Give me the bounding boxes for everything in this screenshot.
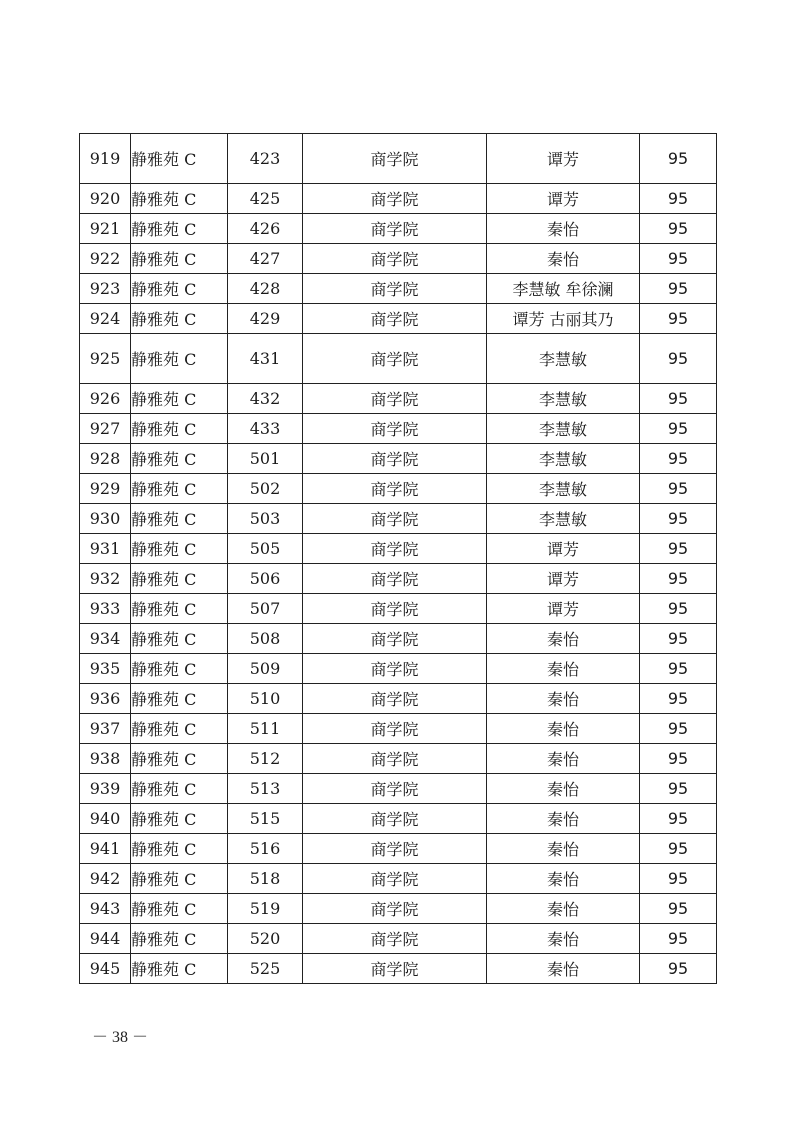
table-row (80, 534, 717, 564)
row-number-cell: 944 (80, 924, 131, 954)
room-number-cell: 503 (228, 504, 303, 534)
table-row (80, 444, 717, 474)
table-row (80, 714, 717, 744)
score-cell: 95 (640, 804, 717, 834)
building-cell: 静雅苑 C (131, 564, 228, 594)
teacher-cell: 秦怡 (487, 834, 640, 864)
building-cell: 静雅苑 C (131, 654, 228, 684)
room-number-cell: 519 (228, 894, 303, 924)
college-cell: 商学院 (303, 274, 487, 304)
room-number-cell: 511 (228, 714, 303, 744)
row-number-cell: 927 (80, 414, 131, 444)
room-number-cell: 513 (228, 774, 303, 804)
table-row (80, 954, 717, 984)
score-cell: 95 (640, 134, 717, 184)
teacher-cell: 秦怡 (487, 894, 640, 924)
building-cell: 静雅苑 C (131, 744, 228, 774)
building-cell: 静雅苑 C (131, 834, 228, 864)
college-cell: 商学院 (303, 134, 487, 184)
room-number-cell: 432 (228, 384, 303, 414)
room-number-cell: 433 (228, 414, 303, 444)
room-number-cell: 510 (228, 684, 303, 714)
room-number-cell: 428 (228, 274, 303, 304)
room-number-cell: 516 (228, 834, 303, 864)
college-cell: 商学院 (303, 184, 487, 214)
college-cell: 商学院 (303, 244, 487, 274)
score-cell: 95 (640, 334, 717, 384)
room-number-cell: 518 (228, 864, 303, 894)
teacher-cell: 秦怡 (487, 214, 640, 244)
score-cell: 95 (640, 274, 717, 304)
building-cell: 静雅苑 C (131, 304, 228, 334)
table-row (80, 894, 717, 924)
teacher-cell: 李慧敏 (487, 334, 640, 384)
building-cell: 静雅苑 C (131, 334, 228, 384)
table-body (80, 134, 717, 984)
room-number-cell: 426 (228, 214, 303, 244)
room-number-cell: 502 (228, 474, 303, 504)
building-cell: 静雅苑 C (131, 274, 228, 304)
row-number-cell: 920 (80, 184, 131, 214)
building-cell: 静雅苑 C (131, 594, 228, 624)
score-cell: 95 (640, 594, 717, 624)
table-row (80, 564, 717, 594)
score-cell: 95 (640, 184, 717, 214)
college-cell: 商学院 (303, 214, 487, 244)
building-cell: 静雅苑 C (131, 244, 228, 274)
page-number: － 38 － (92, 1029, 149, 1046)
row-number-cell: 930 (80, 504, 131, 534)
row-number-cell: 935 (80, 654, 131, 684)
building-cell: 静雅苑 C (131, 774, 228, 804)
teacher-cell: 秦怡 (487, 684, 640, 714)
room-number-cell: 525 (228, 954, 303, 984)
table-row (80, 504, 717, 534)
score-cell: 95 (640, 304, 717, 334)
room-number-cell: 425 (228, 184, 303, 214)
row-number-cell: 923 (80, 274, 131, 304)
college-cell: 商学院 (303, 504, 487, 534)
room-number-cell: 520 (228, 924, 303, 954)
score-cell: 95 (640, 924, 717, 954)
row-number-cell: 926 (80, 384, 131, 414)
room-number-cell: 501 (228, 444, 303, 474)
row-number-cell: 942 (80, 864, 131, 894)
score-cell: 95 (640, 474, 717, 504)
building-cell: 静雅苑 C (131, 804, 228, 834)
score-cell: 95 (640, 414, 717, 444)
teacher-cell: 秦怡 (487, 804, 640, 834)
building-cell: 静雅苑 C (131, 134, 228, 184)
college-cell: 商学院 (303, 444, 487, 474)
score-cell: 95 (640, 444, 717, 474)
room-number-cell: 431 (228, 334, 303, 384)
teacher-cell: 秦怡 (487, 654, 640, 684)
table-row (80, 304, 717, 334)
row-number-cell: 943 (80, 894, 131, 924)
table-row (80, 864, 717, 894)
college-cell: 商学院 (303, 744, 487, 774)
row-number-cell: 921 (80, 214, 131, 244)
table-row (80, 804, 717, 834)
row-number-cell: 940 (80, 804, 131, 834)
score-cell: 95 (640, 624, 717, 654)
score-cell: 95 (640, 714, 717, 744)
college-cell: 商学院 (303, 474, 487, 504)
row-number-cell: 933 (80, 594, 131, 624)
college-cell: 商学院 (303, 684, 487, 714)
teacher-cell: 秦怡 (487, 924, 640, 954)
score-cell: 95 (640, 504, 717, 534)
college-cell: 商学院 (303, 414, 487, 444)
teacher-cell: 秦怡 (487, 244, 640, 274)
row-number-cell: 924 (80, 304, 131, 334)
row-number-cell: 938 (80, 744, 131, 774)
score-cell: 95 (640, 244, 717, 274)
room-number-cell: 508 (228, 624, 303, 654)
college-cell: 商学院 (303, 304, 487, 334)
teacher-cell: 谭芳 (487, 594, 640, 624)
score-cell: 95 (640, 954, 717, 984)
college-cell: 商学院 (303, 864, 487, 894)
table-row (80, 774, 717, 804)
table-row (80, 654, 717, 684)
table-row (80, 834, 717, 864)
table-row (80, 384, 717, 414)
table-row (80, 214, 717, 244)
teacher-cell: 李慧敏 (487, 504, 640, 534)
college-cell: 商学院 (303, 774, 487, 804)
table-row (80, 134, 717, 184)
college-cell: 商学院 (303, 334, 487, 384)
college-cell: 商学院 (303, 834, 487, 864)
row-number-cell: 925 (80, 334, 131, 384)
room-number-cell: 427 (228, 244, 303, 274)
building-cell: 静雅苑 C (131, 534, 228, 564)
teacher-cell: 李慧敏 (487, 474, 640, 504)
row-number-cell: 934 (80, 624, 131, 654)
building-cell: 静雅苑 C (131, 624, 228, 654)
room-number-cell: 429 (228, 304, 303, 334)
teacher-cell: 秦怡 (487, 714, 640, 744)
row-number-cell: 937 (80, 714, 131, 744)
score-cell: 95 (640, 534, 717, 564)
college-cell: 商学院 (303, 384, 487, 414)
college-cell: 商学院 (303, 594, 487, 624)
teacher-cell: 李慧敏 (487, 414, 640, 444)
building-cell: 静雅苑 C (131, 414, 228, 444)
score-cell: 95 (640, 894, 717, 924)
building-cell: 静雅苑 C (131, 954, 228, 984)
teacher-cell: 秦怡 (487, 864, 640, 894)
row-number-cell: 941 (80, 834, 131, 864)
building-cell: 静雅苑 C (131, 474, 228, 504)
teacher-cell: 李慧敏 (487, 384, 640, 414)
room-number-cell: 505 (228, 534, 303, 564)
college-cell: 商学院 (303, 924, 487, 954)
teacher-cell: 谭芳 (487, 134, 640, 184)
teacher-cell: 李慧敏 牟徐澜 (487, 274, 640, 304)
row-number-cell: 945 (80, 954, 131, 984)
college-cell: 商学院 (303, 624, 487, 654)
college-cell: 商学院 (303, 954, 487, 984)
room-number-cell: 507 (228, 594, 303, 624)
table-row (80, 474, 717, 504)
building-cell: 静雅苑 C (131, 924, 228, 954)
table-row (80, 184, 717, 214)
room-number-cell: 512 (228, 744, 303, 774)
teacher-cell: 谭芳 (487, 184, 640, 214)
teacher-cell: 谭芳 古丽其乃 (487, 304, 640, 334)
score-cell: 95 (640, 654, 717, 684)
building-cell: 静雅苑 C (131, 894, 228, 924)
score-cell: 95 (640, 564, 717, 594)
table-row (80, 274, 717, 304)
table-row (80, 744, 717, 774)
row-number-cell: 922 (80, 244, 131, 274)
table-row (80, 244, 717, 274)
building-cell: 静雅苑 C (131, 384, 228, 414)
row-number-cell: 932 (80, 564, 131, 594)
room-number-cell: 515 (228, 804, 303, 834)
teacher-cell: 秦怡 (487, 774, 640, 804)
row-number-cell: 928 (80, 444, 131, 474)
teacher-cell: 谭芳 (487, 534, 640, 564)
college-cell: 商学院 (303, 804, 487, 834)
row-number-cell: 929 (80, 474, 131, 504)
dormitory-score-table (79, 133, 717, 984)
college-cell: 商学院 (303, 894, 487, 924)
row-number-cell: 939 (80, 774, 131, 804)
score-cell: 95 (640, 744, 717, 774)
teacher-cell: 秦怡 (487, 624, 640, 654)
college-cell: 商学院 (303, 534, 487, 564)
building-cell: 静雅苑 C (131, 184, 228, 214)
building-cell: 静雅苑 C (131, 504, 228, 534)
teacher-cell: 谭芳 (487, 564, 640, 594)
score-cell: 95 (640, 864, 717, 894)
teacher-cell: 李慧敏 (487, 444, 640, 474)
table-row (80, 684, 717, 714)
college-cell: 商学院 (303, 654, 487, 684)
row-number-cell: 919 (80, 134, 131, 184)
table-row (80, 414, 717, 444)
room-number-cell: 423 (228, 134, 303, 184)
table-row (80, 924, 717, 954)
score-cell: 95 (640, 384, 717, 414)
row-number-cell: 931 (80, 534, 131, 564)
college-cell: 商学院 (303, 564, 487, 594)
room-number-cell: 506 (228, 564, 303, 594)
score-cell: 95 (640, 684, 717, 714)
building-cell: 静雅苑 C (131, 864, 228, 894)
row-number-cell: 936 (80, 684, 131, 714)
building-cell: 静雅苑 C (131, 214, 228, 244)
score-cell: 95 (640, 834, 717, 864)
building-cell: 静雅苑 C (131, 444, 228, 474)
table-row (80, 624, 717, 654)
table-row (80, 334, 717, 384)
score-cell: 95 (640, 214, 717, 244)
building-cell: 静雅苑 C (131, 714, 228, 744)
teacher-cell: 秦怡 (487, 954, 640, 984)
table-row (80, 594, 717, 624)
teacher-cell: 秦怡 (487, 744, 640, 774)
score-cell: 95 (640, 774, 717, 804)
building-cell: 静雅苑 C (131, 684, 228, 714)
college-cell: 商学院 (303, 714, 487, 744)
room-number-cell: 509 (228, 654, 303, 684)
